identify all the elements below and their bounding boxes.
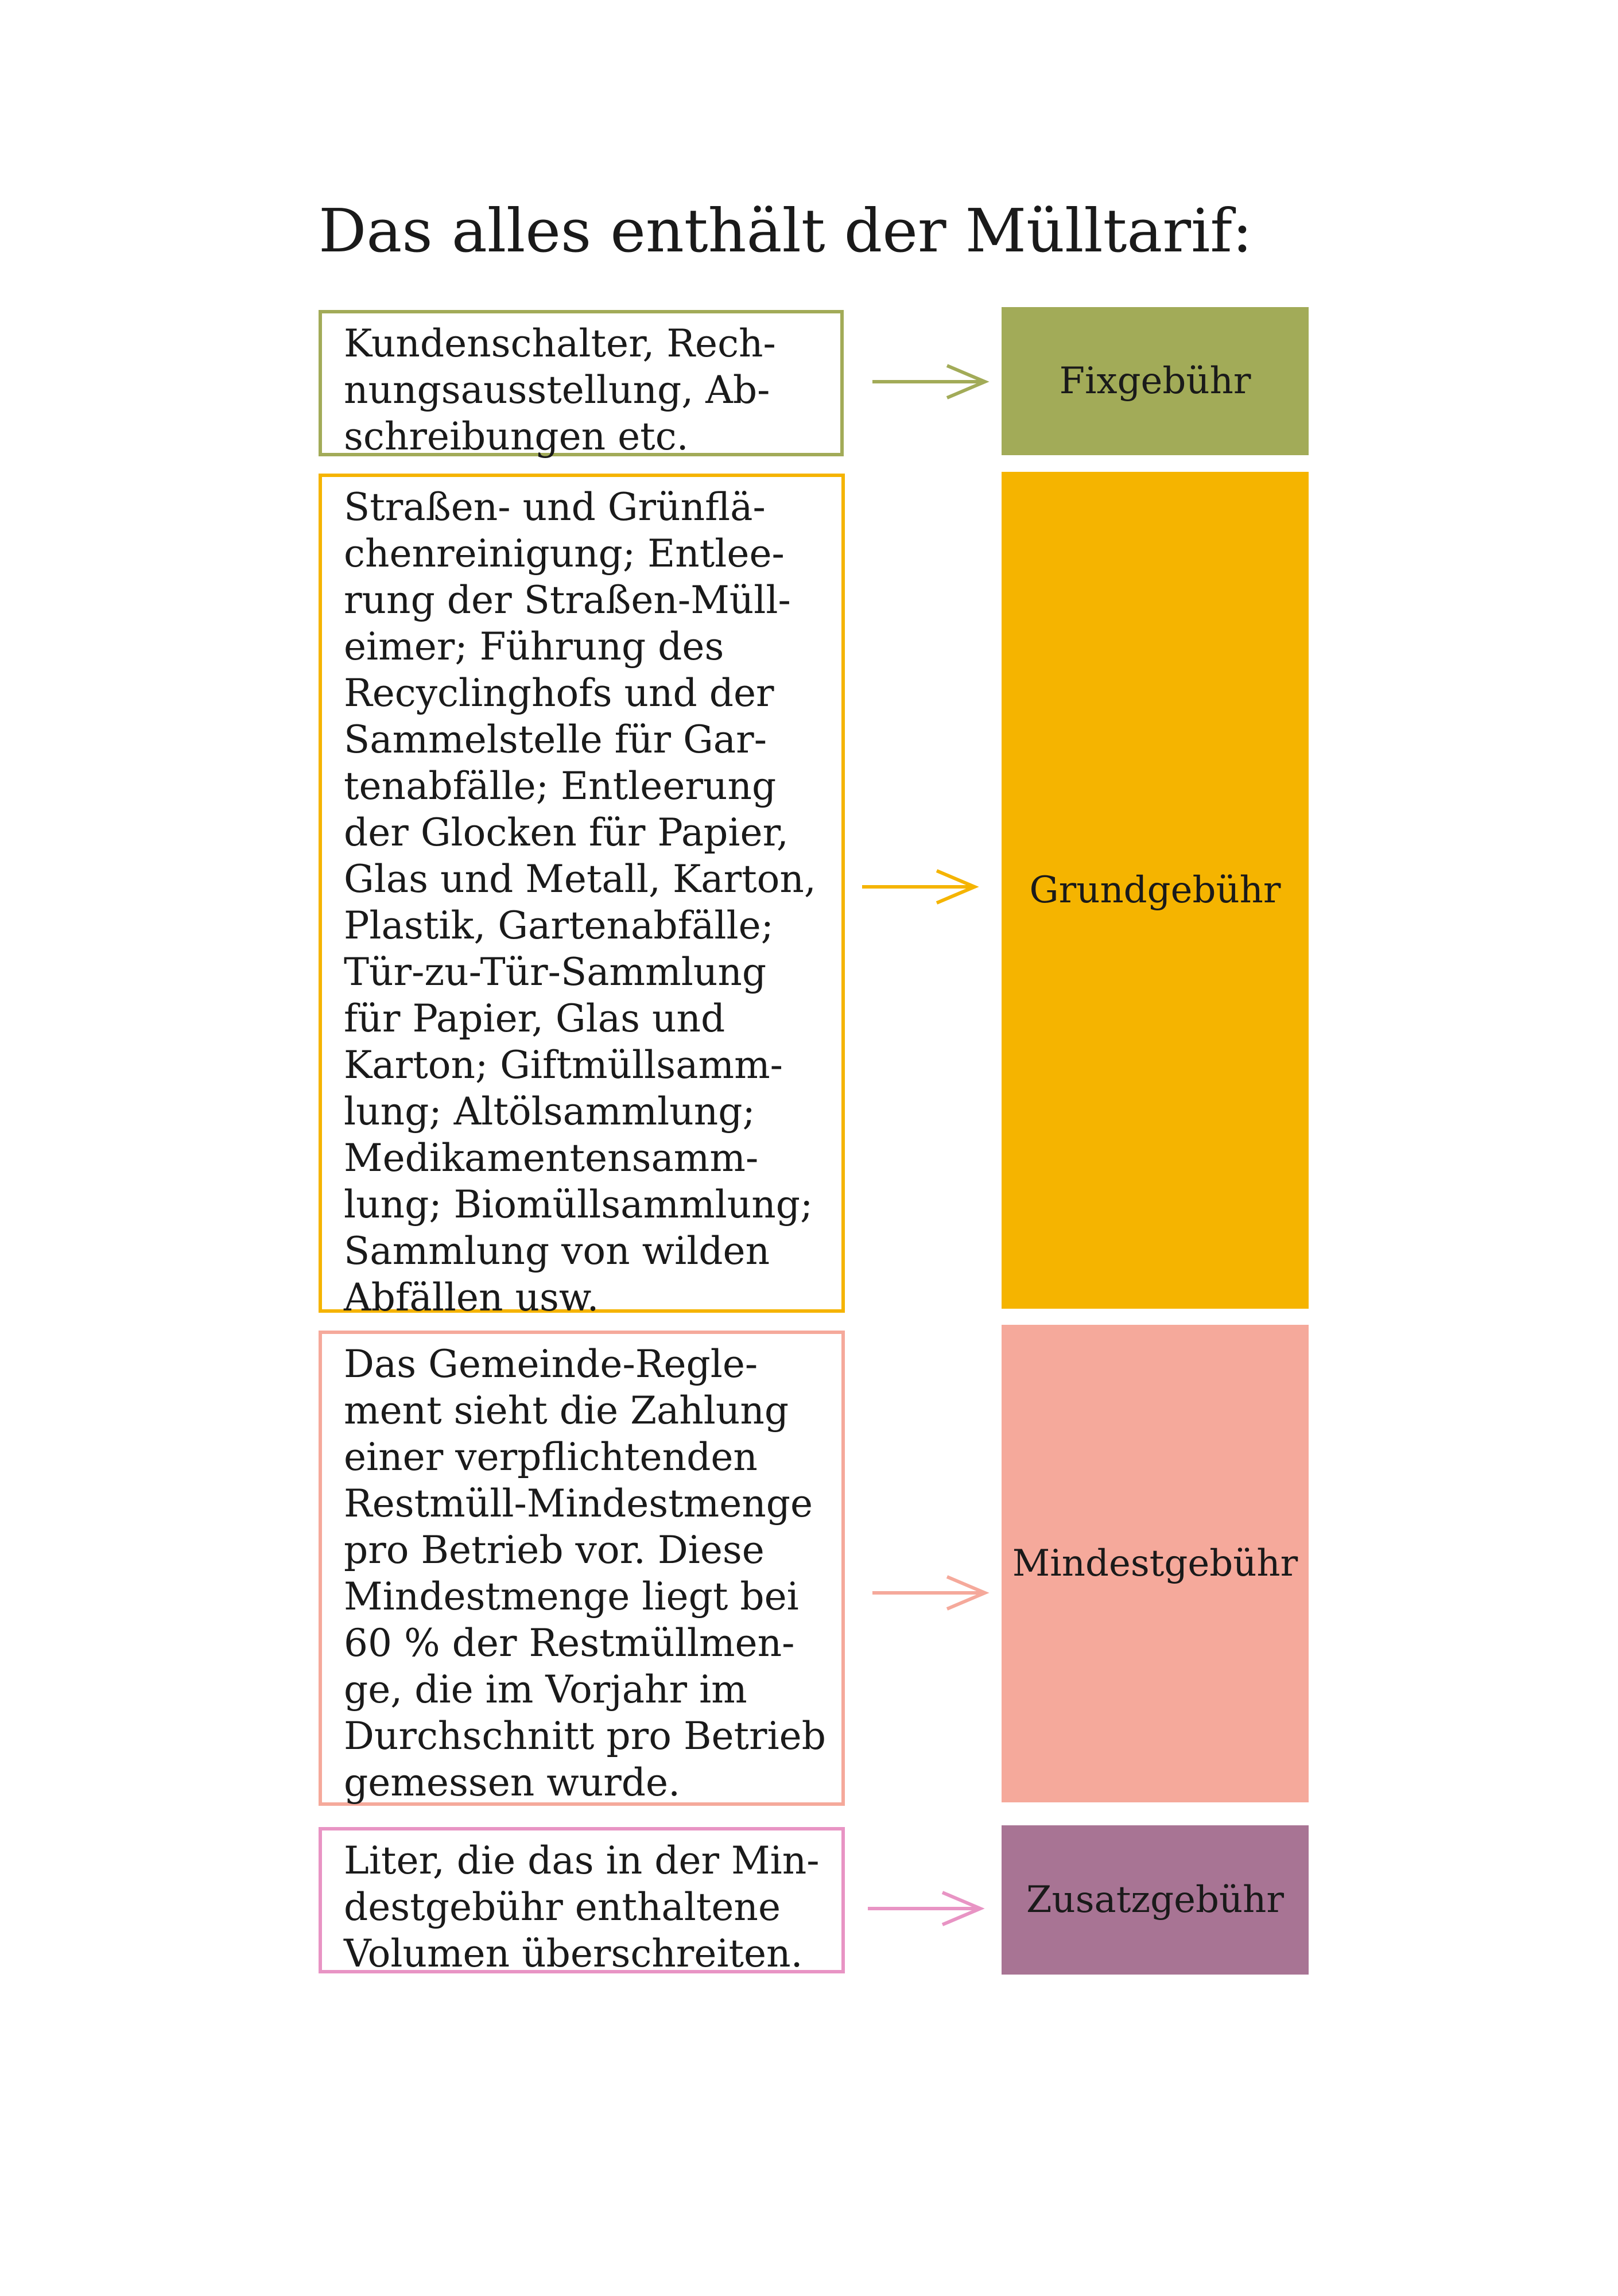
description-line: Karton; Giftmüllsamm- [344,1043,783,1087]
description-line: schreibungen etc. [344,414,689,459]
grundgebuehr-label: Grundgebühr [1029,869,1281,912]
description-line: ge, die im Vorjahr im [344,1667,747,1712]
description-line: Restmüll-Mindestmenge [344,1481,813,1526]
description-line: destgebühr enthaltene [344,1885,781,1929]
page-title: Das alles enthält der Mülltarif: [319,196,1252,266]
arrow-right-icon [872,359,987,405]
mindestgebuehr-label: Mindestgebühr [1012,1542,1298,1585]
description-line: Sammlung von wilden [344,1229,770,1273]
description-line: 60 % der Restmüllmen- [344,1621,795,1665]
description-line: Abfällen usw. [344,1275,599,1320]
description-line: ment sieht die Zahlung [344,1389,789,1433]
grundgebuehr-block [1002,472,1309,1309]
grundgebuehr-description-box [319,474,845,1320]
fixgebuehr-block [1002,307,1309,455]
arrow-right-icon [868,1886,983,1932]
description-line: einer verpflichtenden [344,1435,758,1479]
description-line: Tür-zu-Tür-Sammlung [344,950,767,994]
description-line: rung der Straßen-Müll- [344,578,791,622]
zusatzgebuehr-description-box [319,1827,845,1976]
description-line: Liter, die das in der Min- [344,1839,820,1883]
description-line: Straßen- und Grünflä- [344,485,766,529]
description-line: Plastik, Gartenabfälle; [344,903,774,948]
description-line: Medikamentensamm- [344,1136,759,1180]
description-line: lung; Altölsammlung; [344,1089,755,1134]
arrow-right-icon [872,1570,987,1616]
description-line: Kundenschalter, Rech- [344,321,776,366]
zusatzgebuehr-label: Zusatzgebühr [1026,1879,1284,1921]
description-line: Recyclinghofs und der [344,671,774,715]
zusatzgebuehr-block [1002,1825,1309,1975]
description-line: Das Gemeinde-Regle- [344,1342,758,1386]
description-line: Mindestmenge liegt bei [344,1574,799,1619]
description-line: der Glocken für Papier, [344,810,789,855]
description-line: Volumen überschreiten. [344,1932,803,1976]
description-line: Glas und Metall, Karton, [344,857,816,901]
description-line: tenabfälle; Entleerung [344,764,777,808]
description-line: für Papier, Glas und [344,996,725,1041]
arrow-right-icon [862,864,977,910]
fixgebuehr-label: Fixgebühr [1059,360,1251,402]
description-line: lung; Biomüllsammlung; [344,1182,813,1227]
description-line: eimer; Führung des [344,625,724,669]
description-line: nungsausstellung, Ab- [344,368,770,412]
description-line: pro Betrieb vor. Diese [344,1528,765,1572]
description-line: gemessen wurde. [344,1760,681,1805]
description-line: chenreinigung; Entlee- [344,532,785,576]
description-line: Durchschnitt pro Betrieb [344,1714,826,1758]
description-line: Sammelstelle für Gar- [344,718,767,762]
mindestgebuehr-description-box [319,1331,845,1806]
mindestgebuehr-block [1002,1325,1309,1802]
fixgebuehr-description-box [319,310,844,459]
